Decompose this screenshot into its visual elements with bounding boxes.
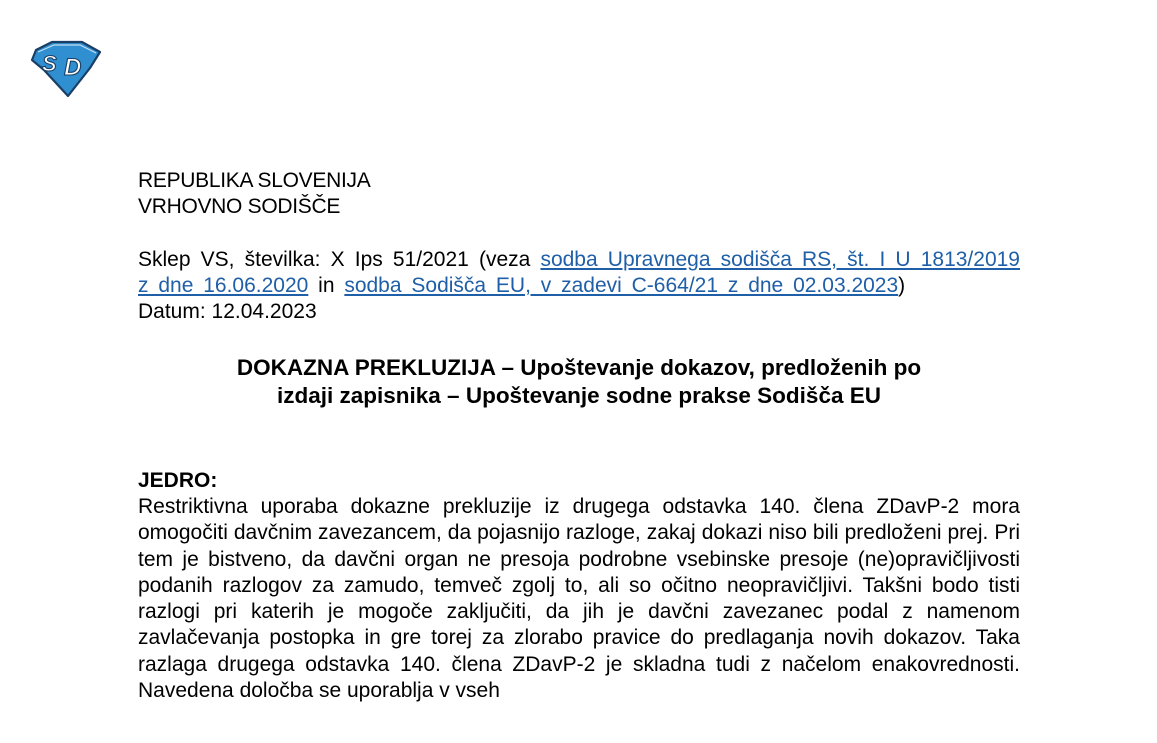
logo-letter-s: S [42, 51, 57, 76]
shield-emblem-icon [30, 38, 104, 100]
link-administrative-court-judgment[interactable]: sodba Upravnega sodišča RS, št. I U 1813/2019 z dne 16.06.2020 [138, 248, 1020, 297]
link-eu-court-judgment[interactable]: sodba Sodišča EU, v zadevi C-664/21 z dne 02.03.2023 [344, 274, 899, 297]
reference-middle: in [308, 274, 345, 297]
logo-letter-d: D [64, 54, 82, 81]
case-reference [138, 247, 1020, 299]
reference-suffix: ) [898, 274, 906, 297]
jedro-heading: JEDRO: [138, 469, 218, 492]
document-body [138, 168, 1020, 704]
header-court: VRHOVNO SODIŠČE [138, 195, 341, 218]
title-line-2: izdaji zapisnika – Upoštevanje sodne prakse Sodišča EU [277, 383, 881, 408]
court-emblem-logo [30, 38, 104, 100]
decision-date: Datum: 12.04.2023 [138, 300, 317, 323]
jedro-paragraph: Restriktivna uporaba dokazne prekluzije iz drugega odstavka 140. člena ZDavP-2 mora omogočiti davčnim zavezancem, da pojasnijo razloge, zakaj dokazi niso bili predloženi prej. Pri tem je bistveno, da davčni organ ne presoja podrobne vsebinske presoje (ne)opravičljivosti podanih razlogov za zamudo, temveč zgolj to, ali so očitno neopravičljivi. Takšni bodo tisti razlogi pri katerih je mogoče zaključiti, da jih je davčni zavezanec podal z namenom zavlačevanja postopka in gre torej za zlorabo pravice do predlaganja novih dokazov. Taka razlaga drugega odstavka 140. člena ZDavP-2 je skladna tudi z načelom enakovrednosti. Navedena določba se uporablja v vseh [138, 495, 1020, 703]
header-republic: REPUBLIKA SLOVENIJA [138, 169, 371, 192]
document-title [138, 354, 1020, 410]
title-line-1: DOKAZNA PREKLUZIJA – Upoštevanje dokazov, predloženih po [236, 355, 922, 380]
reference-prefix: Sklep VS, številka: X Ips 51/2021 (veza [138, 248, 541, 271]
